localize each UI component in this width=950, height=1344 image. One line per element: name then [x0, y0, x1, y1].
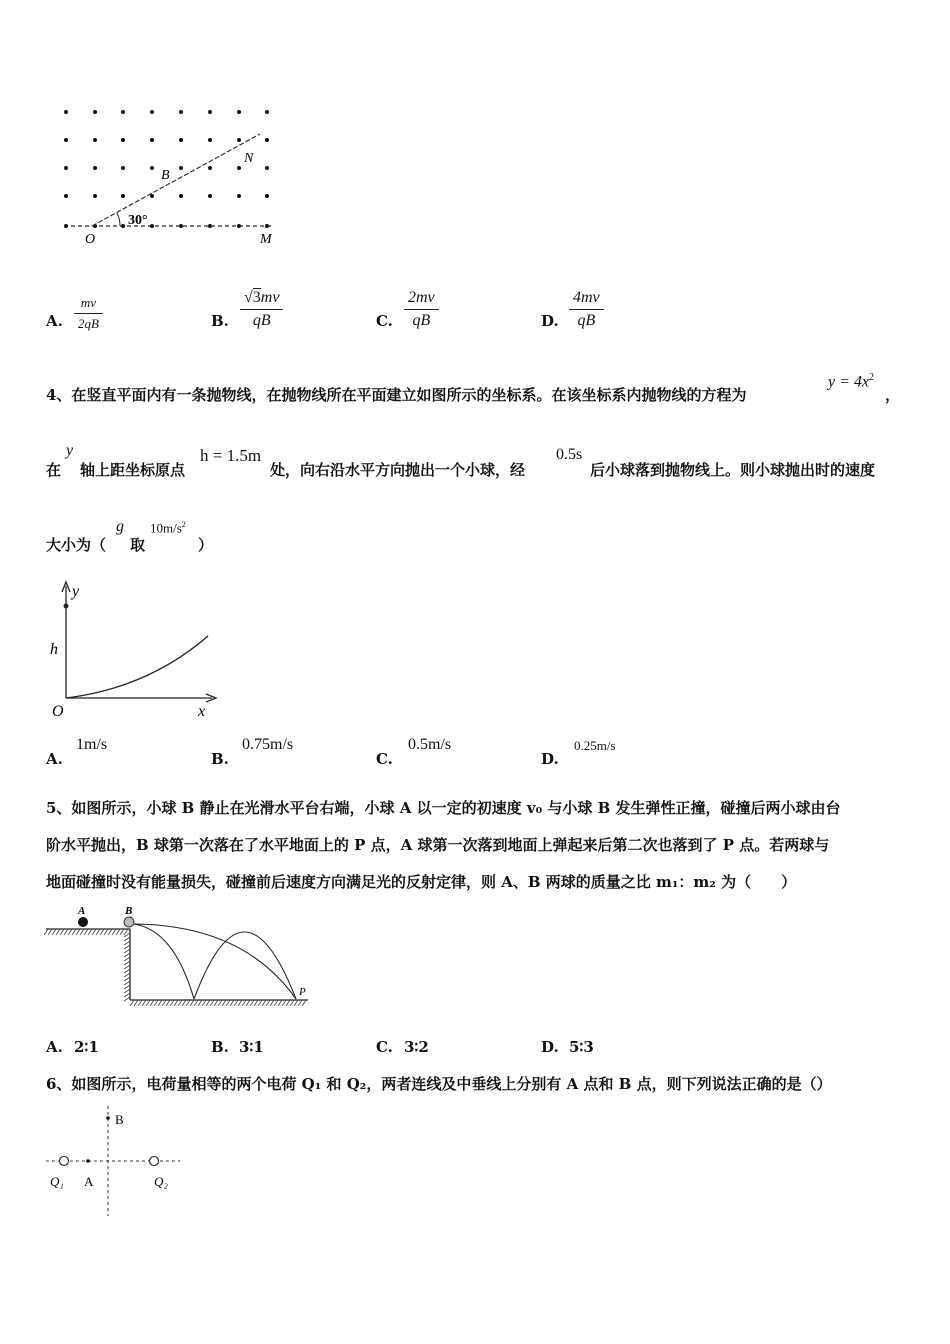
hatch-mark: [238, 1000, 242, 1006]
ball-a: [78, 917, 88, 927]
figure-charges: [44, 1102, 204, 1222]
q4-line2-a: 在: [46, 461, 62, 479]
field-dot: [121, 110, 125, 114]
hatch-mark: [274, 1000, 278, 1006]
q4-g-val: $10m/s^2$: [150, 520, 186, 536]
field-dot: [265, 166, 269, 170]
hatch-mark: [258, 1000, 262, 1006]
hatch-mark: [278, 1000, 282, 1006]
hatch-mark: [124, 929, 128, 935]
q4-h-eq: h = 1.5m: [200, 446, 262, 465]
q5-line2: 阶水平抛出，B 球第一次落在了水平地面上的 P 点，A 球第一次落到地面上弹起来后第二次也落到了 P 点。若两球与: [46, 836, 830, 854]
field-dot: [64, 138, 68, 142]
label-x: x: [198, 703, 206, 720]
q4-line2-c: 处，向右沿水平方向抛出一个小球，经: [270, 461, 526, 479]
q4-line2-d: 后小球落到抛物线上。则小球抛出时的速度: [590, 461, 876, 479]
field-dot: [121, 138, 125, 142]
hatch-mark: [246, 1000, 250, 1006]
hatch-mark: [124, 977, 130, 981]
hatch-mark: [92, 929, 96, 935]
q5-option-a-letter: A.: [46, 1038, 63, 1056]
field-dot: [93, 166, 97, 170]
hatch-mark: [138, 1000, 142, 1006]
hatch-mark: [266, 1000, 270, 1006]
field-dot: [64, 110, 68, 114]
label-a: A: [78, 905, 86, 917]
hatch-mark: [226, 1000, 230, 1006]
q4-t-val: 0.5s: [556, 446, 583, 463]
hatch-mark: [298, 1000, 302, 1006]
hatch-mark: [206, 1000, 210, 1006]
hatch-mark: [84, 929, 88, 935]
hatch-mark: [124, 949, 130, 953]
hatch-mark: [56, 929, 60, 935]
q5-option-c-value: 3∶2: [404, 1038, 429, 1056]
q5-option-d-letter: D.: [541, 1038, 559, 1056]
hatch-mark: [124, 985, 130, 989]
q5-line1: 5、如图所示，小球 B 静止在光滑水平台右端，小球 A 以一定的初速度 v₀ 与小球 B 发生弹性正撞，碰撞后两小球由台: [46, 799, 841, 817]
hatch-mark: [80, 929, 84, 935]
q4-line3-b: 取: [130, 536, 146, 554]
hatch-mark: [124, 965, 130, 969]
field-dot: [179, 166, 183, 170]
field-dot: [121, 166, 125, 170]
hatch-mark: [142, 1000, 146, 1006]
label-o: O: [85, 232, 96, 247]
hatch-mark: [202, 1000, 206, 1006]
hatch-mark: [250, 1000, 254, 1006]
hatch-mark: [218, 1000, 222, 1006]
q4-line3-a: 大小为（: [46, 536, 107, 554]
charge-q1: [60, 1157, 69, 1166]
field-dot: [64, 194, 68, 198]
line-on: [92, 134, 260, 226]
hatch-mark: [124, 953, 130, 957]
q4-y-var: y: [66, 442, 74, 459]
hatch-mark: [270, 1000, 274, 1006]
hatch-mark: [154, 1000, 158, 1006]
charge-q2: [150, 1157, 159, 1166]
field-dot: [237, 166, 241, 170]
hatch-mark: [162, 1000, 166, 1006]
hatch-mark: [72, 929, 76, 935]
hatch-mark: [222, 1000, 226, 1006]
q3-option-d-value: 4mv qB: [569, 289, 604, 330]
figure-magnetic-field: [50, 100, 290, 250]
parabola-curve: [66, 636, 208, 698]
hatch-mark: [186, 1000, 190, 1006]
label-m: M: [260, 232, 272, 247]
q4-option-c-letter: C.: [376, 750, 393, 768]
hatch-mark: [254, 1000, 258, 1006]
hatch-mark: [88, 929, 92, 935]
hatch-mark: [124, 989, 130, 993]
label-b: B: [125, 905, 133, 917]
point-a: [86, 1159, 90, 1163]
hatch-mark: [44, 929, 48, 935]
field-dot: [179, 110, 183, 114]
launch-point: [64, 604, 69, 609]
q4-option-a-value: 1m/s: [76, 736, 108, 753]
q4-option-b-value: 0.75m/s: [242, 736, 294, 753]
hatch-mark: [100, 929, 104, 935]
field-dot: [265, 194, 269, 198]
hatch-mark: [104, 929, 108, 935]
hatch-mark: [68, 929, 72, 935]
label-q1: Q₁: [50, 1174, 64, 1189]
q3-option-b-value: √3mv qB: [240, 289, 283, 330]
q4-option-d-value: 0.25m/s: [574, 738, 616, 753]
q4-option-b-letter: B.: [211, 750, 229, 768]
hatch-mark: [124, 937, 130, 941]
field-dot: [208, 194, 212, 198]
field-dot: [208, 110, 212, 114]
hatch-mark: [76, 929, 80, 935]
hatch-mark: [96, 929, 100, 935]
angle-arc: [117, 213, 120, 226]
field-dot: [93, 194, 97, 198]
q4-option-d-letter: D.: [541, 750, 559, 768]
label-q2: Q₂: [154, 1174, 168, 1189]
trajectory-a-2: [194, 932, 296, 999]
point-b: [106, 1116, 110, 1120]
field-dot: [93, 110, 97, 114]
hatch-mark: [146, 1000, 150, 1006]
hatch-mark: [48, 929, 52, 935]
hatch-mark: [52, 929, 56, 935]
q5-option-a-value: 2∶1: [74, 1038, 99, 1056]
hatch-mark: [282, 1000, 286, 1006]
q4-equation: $y = 4x^2$: [828, 372, 874, 391]
hatch-mark: [158, 1000, 162, 1006]
field-dot: [179, 138, 183, 142]
q4-line3-c: ）: [198, 536, 214, 554]
label-y: y: [72, 583, 80, 600]
hatch-mark: [170, 1000, 174, 1006]
label-h: h: [50, 641, 58, 658]
field-dot: [237, 138, 241, 142]
field-dot: [179, 194, 183, 198]
field-dot: [64, 166, 68, 170]
field-dot: [93, 138, 97, 142]
hatch-mark: [234, 1000, 238, 1006]
q4-option-c-value: 0.5m/s: [408, 736, 452, 753]
hatch-mark: [124, 993, 130, 997]
label-origin: O: [52, 703, 64, 720]
hatch-mark: [108, 929, 112, 935]
q4-option-a-letter: A.: [46, 750, 63, 768]
q4-line2-b: 轴上距坐标原点: [80, 461, 186, 479]
hatch-mark: [242, 1000, 246, 1006]
figure-collision: [44, 905, 324, 1015]
hatch-mark: [124, 981, 130, 985]
field-dot: [265, 110, 269, 114]
hatch-mark: [178, 1000, 182, 1006]
q3-option-a-letter: A.: [46, 312, 63, 330]
q6-line1: 6、如图所示，电荷量相等的两个电荷 Q₁ 和 Q₂，两者连线及中垂线上分别有 A 点和 B 点，则下列说法正确的是（）: [46, 1075, 832, 1093]
hatch-mark: [214, 1000, 218, 1006]
label-p: P: [299, 986, 306, 998]
hatch-mark: [124, 961, 130, 965]
hatch-mark: [116, 929, 120, 935]
field-dot: [150, 166, 154, 170]
hatch-mark: [134, 1000, 138, 1006]
hatch-mark: [124, 973, 130, 977]
field-dot: [237, 110, 241, 114]
q4-line1: 4、在竖直平面内有一条抛物线，在抛物线所在平面建立如图所示的坐标系。在该坐标系内抛物线的方程为: [46, 386, 747, 404]
hatch-mark: [64, 929, 68, 935]
label-b: B: [161, 168, 170, 183]
field-dot: [150, 110, 154, 114]
hatch-mark: [194, 1000, 198, 1006]
q5-line3: 地面碰撞时没有能量损失，碰撞前后速度方向满足光的反射定律，则 A、B 两球的质量之比 m₁：m₂ 为（ ）: [46, 873, 797, 891]
field-dot: [237, 194, 241, 198]
hatch-mark: [166, 1000, 170, 1006]
q4-line1-end: ，: [885, 386, 901, 404]
hatch-mark: [112, 929, 116, 935]
field-dot: [150, 138, 154, 142]
field-dot: [150, 194, 154, 198]
q5-option-d-value: 5∶3: [569, 1038, 594, 1056]
field-dot: [265, 138, 269, 142]
hatch-mark: [182, 1000, 186, 1006]
field-dot: [208, 166, 212, 170]
hatch-mark: [60, 929, 64, 935]
field-dot: [121, 194, 125, 198]
label-b: B: [115, 1112, 124, 1127]
q3-option-a-value: mv 2qB: [74, 295, 103, 332]
hatch-mark: [230, 1000, 234, 1006]
hatch-mark: [286, 1000, 290, 1006]
q3-option-c-value: 2mv qB: [404, 289, 439, 330]
hatch-mark: [150, 1000, 154, 1006]
hatch-mark: [190, 1000, 194, 1006]
hatch-mark: [290, 1000, 294, 1006]
hatch-mark: [124, 997, 130, 1001]
label-n: N: [244, 151, 254, 166]
hatch-mark: [294, 1000, 298, 1006]
hatch-mark: [302, 1000, 306, 1006]
label-angle: 30°: [128, 213, 148, 228]
label-a: A: [84, 1174, 94, 1189]
ball-b: [124, 917, 134, 927]
q3-option-d-letter: D.: [541, 312, 559, 330]
hatch-mark: [124, 957, 130, 961]
hatch-mark: [210, 1000, 214, 1006]
hatch-mark: [124, 945, 130, 949]
trajectory-a-1: [134, 924, 194, 999]
q5-option-b-letter: B.: [211, 1038, 229, 1056]
figure-parabola: [48, 580, 228, 720]
hatch-mark: [262, 1000, 266, 1006]
hatch-mark: [130, 1000, 134, 1006]
hatch-mark: [174, 1000, 178, 1006]
hatch-mark: [198, 1000, 202, 1006]
field-dot: [208, 138, 212, 142]
q3-option-c-letter: C.: [376, 312, 393, 330]
hatch-mark: [124, 941, 130, 945]
q4-g-var: g: [116, 518, 124, 535]
hatch-mark: [120, 929, 124, 935]
q3-option-b-letter: B.: [211, 312, 229, 330]
q5-option-c-letter: C.: [376, 1038, 393, 1056]
hatch-mark: [124, 969, 130, 973]
q5-option-b-value: 3∶1: [239, 1038, 264, 1056]
